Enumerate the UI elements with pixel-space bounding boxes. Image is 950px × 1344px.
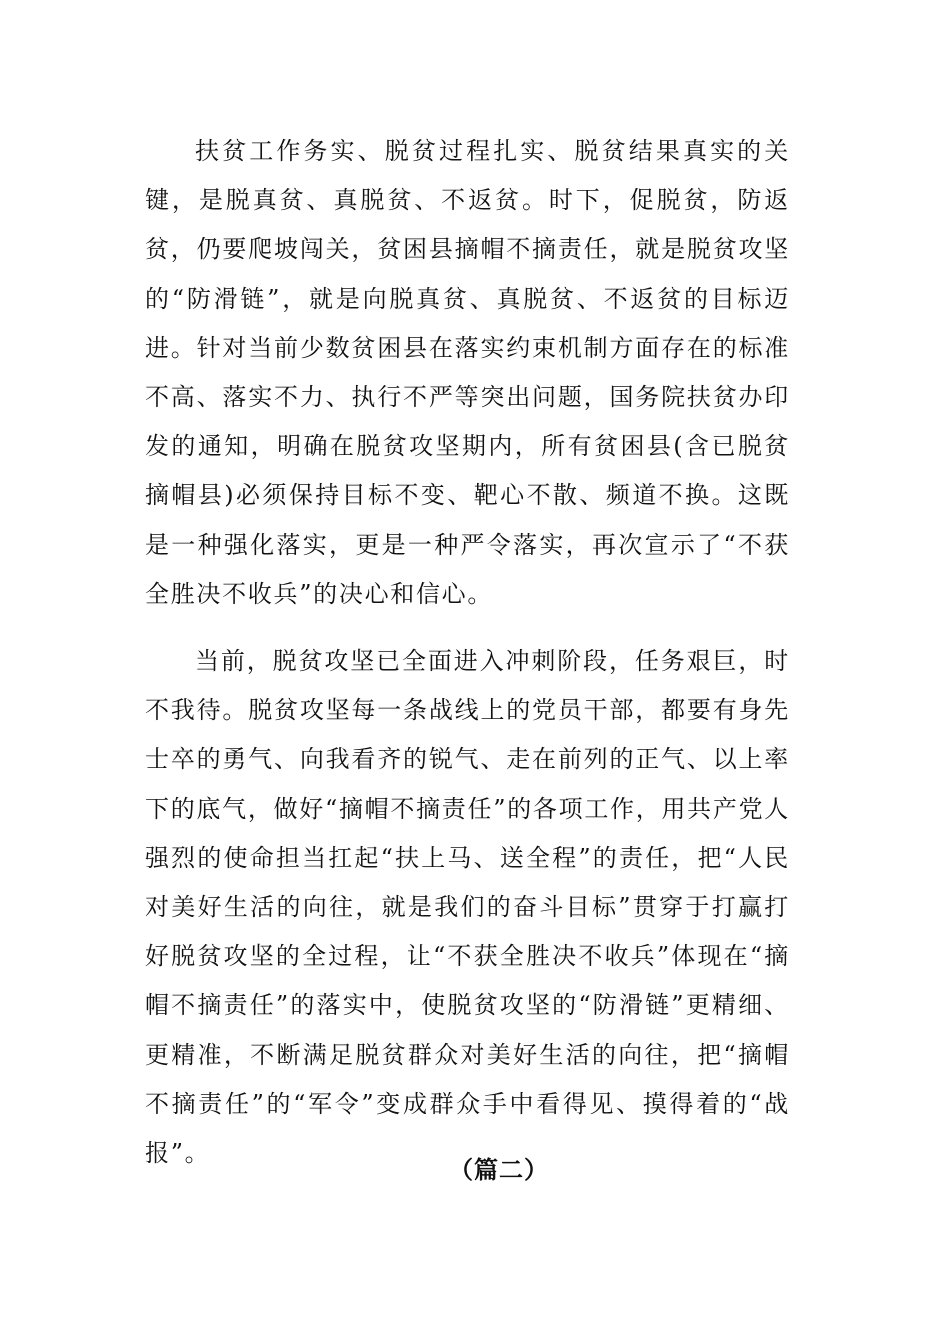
body-paragraph-1: 扶贫工作务实、脱贫过程扎实、脱贫结果真实的关键，是脱真贫、真脱贫、不返贫。时下，促脱贫，防返贫，仍要爬坡闯关，贫困县摘帽不摘责任，就是脱贫攻坚的“防滑链”，就是向脱真贫、真脱贫、不返贫的目标迈进。针对当前少数贫困县在落实约束机制方面存在的标准不高、落实不力、执行不严等突出问题，国务院扶贫办印发的通知，明确在脱贫攻坚期内，所有贫困县(含已脱贫摘帽县)必须保持目标不变、靶心不散、频道不换。这既是一种强化落实，更是一种严令落实，再次宣示了“不获全胜决不收兵”的决心和信心。: [145, 137, 790, 608]
body-paragraph-2: 当前，脱贫攻坚已全面进入冲刺阶段，任务艰巨，时不我待。脱贫攻坚每一条战线上的党员干部，都要有身先士卒的勇气、向我看齐的锐气、走在前列的正气、以上率下的底气，做好“摘帽不摘责任”的各项工作，用共产党人强烈的使命担当扛起“扶上马、送全程”的责任，把“人民对美好生活的向往，就是我们的奋斗目标”贯穿于打赢打好脱贫攻坚的全过程，让“不获全胜决不收兵”体现在“摘帽不摘责任”的落实中，使脱贫攻坚的“防滑链”更精细、更精准，不断满足脱贫群众对美好生活的向往，把“摘帽不摘责任”的“军令”变成群众手中看得见、摸得着的“战报”。: [145, 647, 790, 1168]
section-heading: （篇二）: [449, 1156, 549, 1184]
